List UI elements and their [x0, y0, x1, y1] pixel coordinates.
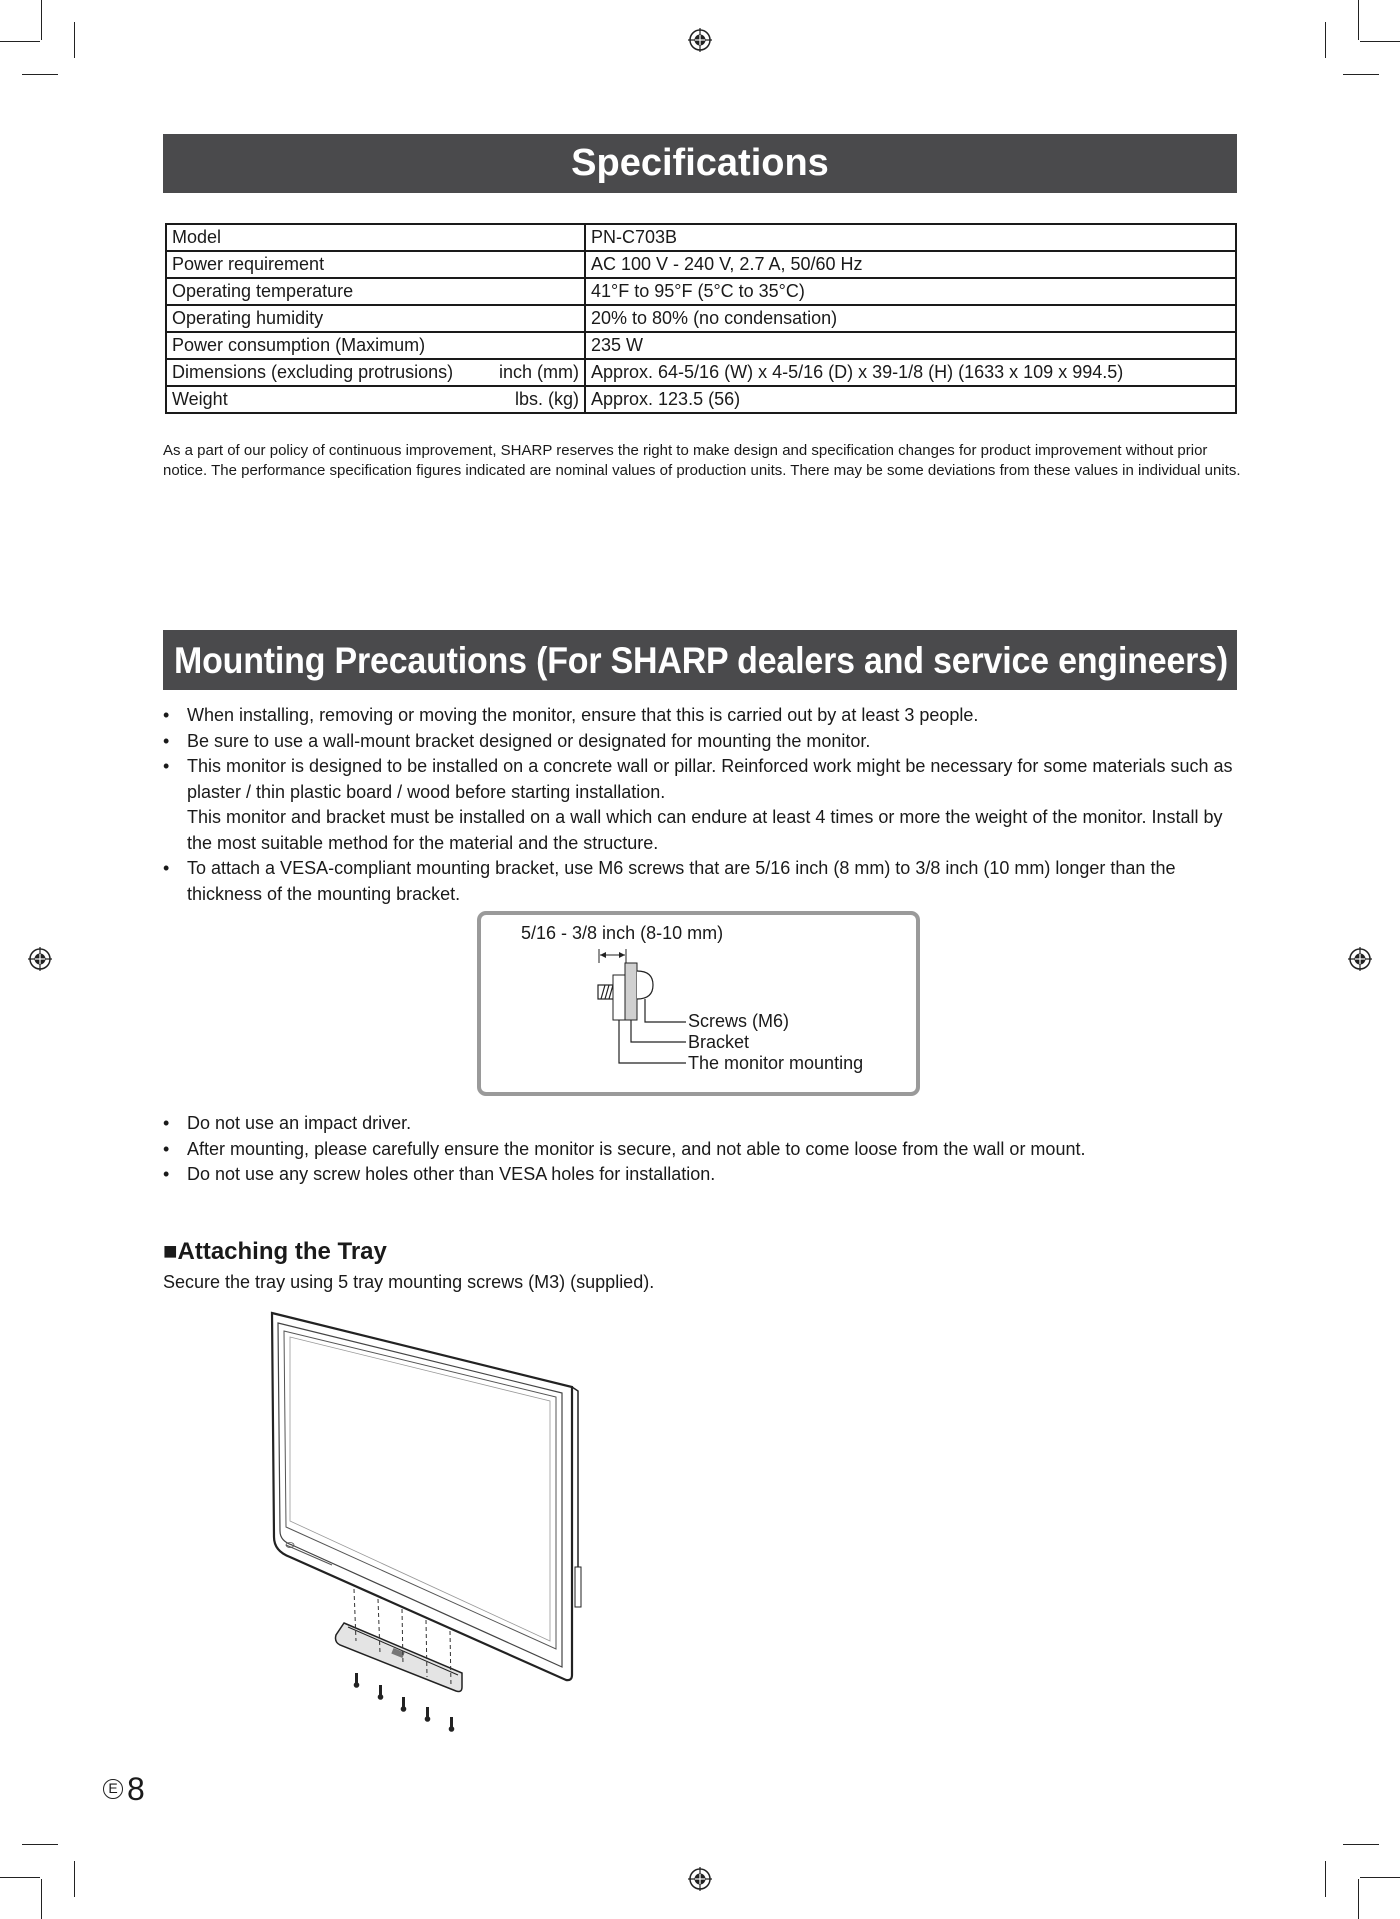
spec-value: 235 W [585, 332, 1236, 359]
spec-label [166, 332, 585, 359]
list-item-text: Be sure to use a wall-mount bracket designed or designated for mounting the monitor. [187, 730, 871, 751]
list-item-text: After mounting, please carefully ensure the monitor is secure, and not able to come loose from the wall or mount. [187, 1138, 1086, 1159]
spec-label-text: Weight [172, 389, 228, 409]
spec-row [166, 332, 1236, 359]
list-item [163, 1137, 1243, 1163]
crop-mark [1358, 0, 1359, 40]
attaching-tray-text: Secure the tray using 5 tray mounting screws (M3) (supplied). [163, 1272, 655, 1292]
bullet-marker: • [163, 858, 170, 878]
crop-mark [22, 1844, 58, 1845]
crop-mark [22, 74, 58, 75]
spec-row [166, 359, 1236, 386]
spec-row [166, 251, 1236, 278]
list-item [163, 1111, 1243, 1137]
list-item [163, 754, 1243, 856]
bullet-marker: • [163, 705, 170, 725]
bullet-marker: • [163, 1138, 170, 1159]
language-badge: E [103, 1779, 123, 1799]
spec-row [166, 386, 1236, 413]
list-item-text: Do not use an impact driver. [187, 1113, 412, 1133]
spec-label [166, 305, 585, 332]
list-item-text: This monitor and bracket must be installed on a wall which can endure at least 4 times or more the weight of the monitor. Install by the most suitable method for the material and the structure. [187, 807, 1223, 853]
crop-mark [74, 1861, 75, 1897]
bullet-marker: • [163, 1113, 170, 1133]
spec-value: Approx. 64-5/16 (W) x 4-5/16 (D) x 39-1/8 (H) (1633 x 109 x 994.5) [585, 359, 1236, 386]
crop-mark [1360, 41, 1400, 42]
list-item [163, 1162, 1243, 1188]
crop-mark [41, 0, 42, 40]
registration-mark-icon [28, 947, 52, 971]
list-item [163, 856, 1243, 907]
mounting-precautions-list [163, 703, 1243, 907]
spec-unit: inch (mm) [499, 362, 579, 382]
spec-value: PN-C703B [585, 224, 1236, 251]
spec-label [166, 278, 585, 305]
screw-length-figure [477, 911, 920, 1096]
crop-mark [1325, 22, 1326, 58]
list-item-text: When installing, removing or moving the monitor, ensure that this is carried out by at least 3 people. [187, 705, 979, 725]
spec-label-text: Operating humidity [172, 308, 324, 328]
crop-mark [1325, 1861, 1326, 1897]
attaching-tray-heading: ■Attaching the Tray [163, 1238, 387, 1265]
specifications-table [165, 223, 1237, 414]
registration-mark-icon [688, 28, 712, 52]
spec-row [166, 278, 1236, 305]
spec-label-text: Power requirement [172, 254, 325, 274]
crop-mark [0, 41, 40, 42]
specifications-note: As a part of our policy of continuous improvement, SHARP reserves the right to make design and specification changes for product improvement without prior notice. The performance specification figures indicated are nominal values of production units. There may be some deviations from these values in individual units. [163, 442, 1241, 479]
crop-mark [41, 1879, 42, 1919]
spec-label-text: Operating temperature [172, 281, 354, 301]
crop-mark [74, 22, 75, 58]
spec-label [166, 224, 585, 251]
spec-label-text: Model [172, 227, 222, 247]
bullet-marker: • [163, 756, 170, 776]
bullet-marker: • [163, 1164, 170, 1184]
crop-mark [1343, 1844, 1379, 1845]
spec-label [166, 251, 585, 278]
spec-row [166, 224, 1236, 251]
spec-row [166, 305, 1236, 332]
crop-mark [1360, 1877, 1400, 1878]
spec-value: 41°F to 95°F (5°C to 35°C) [585, 278, 1236, 305]
list-item [163, 703, 1243, 729]
spec-value: 20% to 80% (no condensation) [585, 305, 1236, 332]
registration-mark-icon [1348, 947, 1372, 971]
list-item-text: Do not use any screw holes other than VESA holes for installation. [187, 1164, 716, 1184]
spec-label [166, 359, 585, 386]
bracket-label: Bracket [688, 1032, 750, 1052]
crop-mark [1358, 1879, 1359, 1919]
registration-mark-icon [688, 1867, 712, 1891]
mounting-warnings-list [163, 1111, 1243, 1188]
screws-label: Screws (M6) [688, 1011, 790, 1031]
spec-value: AC 100 V - 240 V, 2.7 A, 50/60 Hz [585, 251, 1236, 278]
spec-label-text: Power consumption (Maximum) [172, 335, 426, 355]
screw-length-dimension: 5/16 - 3/8 inch (8-10 mm) [521, 923, 724, 943]
spec-label-text: Dimensions (excluding protrusions) [172, 362, 454, 382]
spec-value: Approx. 123.5 (56) [585, 386, 1236, 413]
mounting-precautions-heading-text: Mounting Precautions (For SHARP dealers and service engineers) [174, 640, 1228, 681]
spec-label [166, 386, 585, 413]
list-item-text: This monitor is designed to be installed on a concrete wall or pillar. Reinforced work might be necessary for some materials such as plaster / thin plastic board / wood before starting installation. [187, 756, 1233, 802]
bullet-marker: • [163, 730, 170, 751]
monitor-mounting-label: The monitor mounting [688, 1053, 864, 1073]
monitor-tray-illustration [262, 1305, 582, 1735]
list-item-text: To attach a VESA-compliant mounting bracket, use M6 screws that are 5/16 inch (8 mm) to 3/8 inch (10 mm) longer than the thickness of the mounting bracket. [187, 858, 1176, 904]
crop-mark [1343, 74, 1379, 75]
list-item [163, 729, 1243, 755]
mounting-precautions-heading [163, 630, 1237, 690]
spec-unit: lbs. (kg) [514, 389, 579, 409]
specifications-heading: Specifications [163, 134, 1237, 193]
page-number-value: 8 [127, 1771, 145, 1807]
crop-mark [0, 1877, 40, 1878]
